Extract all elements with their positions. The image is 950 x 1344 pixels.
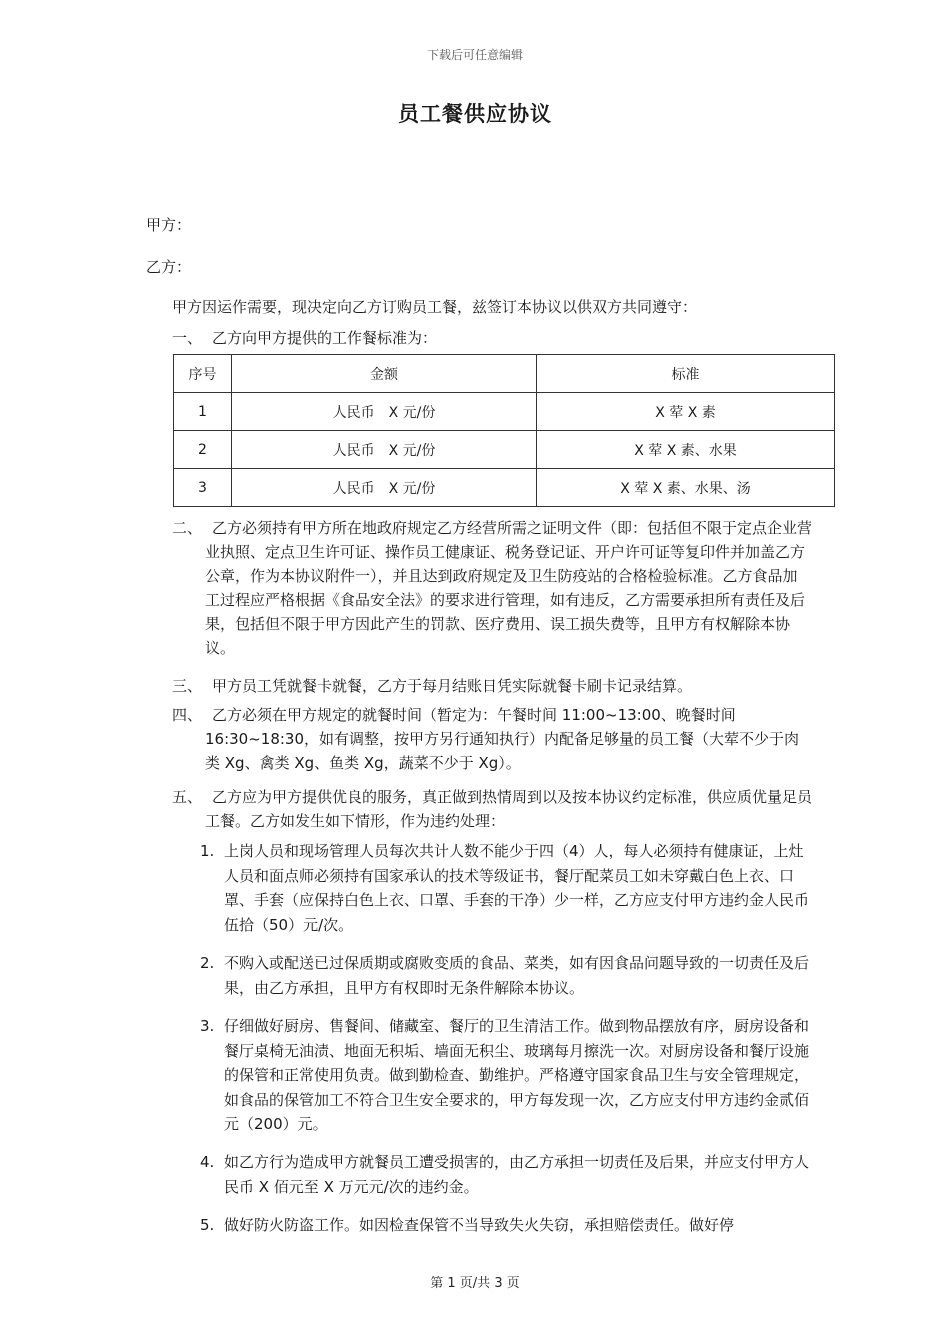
list-item xyxy=(200,1150,812,1199)
table-cell: 2 xyxy=(174,431,232,469)
table-header-cell: 标准 xyxy=(537,355,835,393)
table-cell: 1 xyxy=(174,393,232,431)
party-a-label: 甲方： xyxy=(146,216,192,234)
list-item-number: 1. xyxy=(200,842,215,860)
section-4-number: 四、 xyxy=(172,706,203,724)
table-cell: 人民币 X 元/份 xyxy=(232,431,537,469)
list-item xyxy=(200,839,812,937)
section-5 xyxy=(172,785,812,833)
table-header-cell: 金额 xyxy=(232,355,537,393)
list-item-number: 3. xyxy=(200,1017,215,1035)
table-cell: 人民币 X 元/份 xyxy=(232,393,537,431)
section-4 xyxy=(172,703,812,775)
section-2 xyxy=(172,516,812,660)
table-cell: 3 xyxy=(174,469,232,507)
document-title: 员工餐供应协议 xyxy=(398,102,552,126)
meal-standard-table xyxy=(173,354,835,507)
table-row xyxy=(174,393,835,431)
list-item-text: 仔细做好厨房、售餐间、储藏室、餐厅的卫生清洁工作。做到物品摆放有序，厨房设备和餐厅桌椅无油渍、地面无积垢、墙面无积尘、玻璃每月擦洗一次。对厨房设备和餐厅设施的保管和正常使用负责。做到勤检查、勤维护。严格遵守国家食品卫生与安全管理规定，如食品的保管加工不符合卫生安全要求的，甲方每发现一次，乙方应支付甲方违约金贰佰元（200）元。 xyxy=(224,1017,810,1133)
page-footer: 第 1 页/共 3 页 xyxy=(430,1276,520,1291)
list-item-number: 2. xyxy=(200,954,215,972)
list-item-text: 上岗人员和现场管理人员每次共计人数不能少于四（4）人，每人必须持有健康证，上灶人员和面点师必须持有国家承认的技术等级证书，餐厅配菜员工如未穿戴白色上衣、口罩、手套（应保持白色上衣、口罩、手套的干净）少一样，乙方应支付甲方违约金人民币伍拾（50）元/次。 xyxy=(224,842,810,934)
table-cell: X 荤 X 素、水果、汤 xyxy=(537,469,835,507)
section-4-text: 乙方必须在甲方规定的就餐时间（暂定为：午餐时间 11:00~13:00、晚餐时间 16:30~18:30，如有调整，按甲方另行通知执行）内配备足够量的员工餐（大荤不少于肉类 Xg、禽类 Xg、鱼类 Xg，蔬菜不少于 Xg）。 xyxy=(205,706,800,772)
list-item-text: 如乙方行为造成甲方就餐员工遭受损害的，由乙方承担一切责任及后果，并应支付甲方人民币 X 佰元至 X 万元元/次的违约金。 xyxy=(224,1153,810,1196)
list-item xyxy=(200,1213,812,1238)
section-1-text: 乙方向甲方提供的工作餐标准为： xyxy=(212,329,438,347)
list-item xyxy=(200,951,812,1000)
table-header-cell: 序号 xyxy=(174,355,232,393)
section-1 xyxy=(172,327,437,348)
section-5-number: 五、 xyxy=(172,788,203,806)
list-item-number: 4. xyxy=(200,1153,215,1171)
section-3-number: 三、 xyxy=(172,677,203,695)
list-item-text: 不购入或配送已过保质期或腐败变质的食品、菜类，如有因食品问题导致的一切责任及后果，由乙方承担，且甲方有权即时无条件解除本协议。 xyxy=(224,954,810,997)
section-3 xyxy=(172,674,812,698)
intro-paragraph: 甲方因运作需要，现决定向乙方订购员工餐，兹签订本协议以供双方共同遵守： xyxy=(172,298,698,316)
table-row xyxy=(174,431,835,469)
section-5-text: 乙方应为甲方提供优良的服务，真正做到热情周到以及按本协议约定标准，供应质优量足员工餐。乙方如发生如下情形，作为违约处理： xyxy=(205,788,813,830)
header-note: 下载后可任意编辑 xyxy=(426,48,523,62)
section-1-number: 一、 xyxy=(172,329,203,347)
list-item-text: 做好防火防盗工作。如因检查保管不当导致失火失窃，承担赔偿责任。做好停 xyxy=(224,1216,735,1234)
list-item-number: 5. xyxy=(200,1216,215,1234)
table-row xyxy=(174,469,835,507)
party-b-label: 乙方： xyxy=(146,258,192,276)
list-item xyxy=(200,1014,812,1137)
table-cell: X 荤 X 素、水果 xyxy=(537,431,835,469)
table-header-row xyxy=(174,355,835,393)
table-cell: X 荤 X 素 xyxy=(537,393,835,431)
section-3-text: 甲方员工凭就餐卡就餐，乙方于每月结账日凭实际就餐卡刷卡记录结算。 xyxy=(212,677,693,695)
section-2-number: 二、 xyxy=(172,519,203,537)
section-2-text: 乙方必须持有甲方所在地政府规定乙方经营所需之证明文件（即：包括但不限于定点企业营业执照、定点卫生许可证、操作员工健康证、税务登记证、开户许可证等复印件并加盖乙方公章，作为本协议附件一），并且达到政府规定及卫生防疫站的合格检验标准。乙方食品加工过程应严格根据《食品安全法》的要求进行管理，如有违反，乙方需要承担所有责任及后果，包括但不限于甲方因此产生的罚款、医疗费用、误工损失费等，且甲方有权解除本协议。 xyxy=(205,519,813,657)
table-cell: 人民币 X 元/份 xyxy=(232,469,537,507)
